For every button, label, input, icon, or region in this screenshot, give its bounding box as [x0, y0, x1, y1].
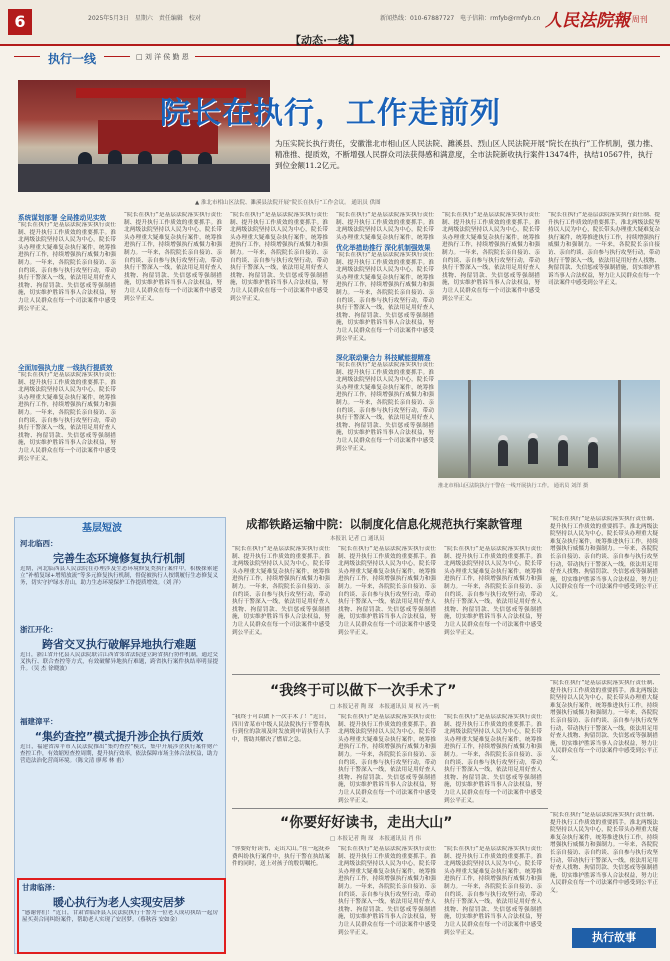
photo-hat [558, 435, 568, 440]
article-headline: “我终于可以做下一次手术了” [270, 683, 457, 699]
execution-story-label: 执行故事 [572, 928, 656, 948]
brief-region: 浙江开化： [20, 625, 58, 634]
header-meta-left: 2025年5月3日 星期六 责任编辑 校对 [88, 15, 201, 22]
brief-region: 河北临西： [20, 539, 58, 548]
body-text: “院长在执行”是基层法院落实执行责任制、提升执行工作质效的重要抓手。淮北两级法院坚持以人民为中心，院长带头办理重大疑难复杂执行案件，统筹推进执行工作，持续增强执行威慑力和强制力。一年来，各院院长亲自接访、亲自约谈、亲自参与执行攻坚行动，带动执行干警深入一线，依法用足用好查人找物、拘留罚款、失信惩戒等强制措施，切实维护胜诉当事人合法权益，努力让人民群众在每一个司法案件中感受到公平正义。 [548, 212, 660, 287]
photo-worker [528, 438, 538, 464]
newspaper-logo-sub: 6 周刊 [624, 15, 648, 24]
body-text: “院长在执行”是基层法院落实执行责任制、提升执行工作质效的重要抓手。淮北两级法院坚持以人民为中心，院长带头办理重大疑难复杂执行案件，统筹推进执行工作，持续增强执行威慑力和强制力。一年来，各院院长亲自接访、亲自约谈、亲自参与执行攻坚行动，带动执行干警深入一线，依法用足用好查人找物、拘留罚款、失信惩戒等强制措施，切实维护胜诉当事人合法权益，努力让人民群众在每一个司法案件中感受到公平正义。 [18, 372, 116, 462]
hero-caption: ▲ 淮北市相山区法院、濉溪县法院开展“院长在执行”工作会议。 通讯员 供图 [195, 200, 381, 206]
photo-hat [528, 433, 538, 438]
brief-text: 近期，河北临西县人民法院在办理涉及生态环境修复类执行案件中，积极探索建立“补植复绿+增殖放流”等多元修复执行机制，督促被执行人按期履行生态修复义务，切实守护绿水青山，助力生态环境保护工作提质增效。（刘 洋） [20, 566, 218, 587]
subheading: 系统谋划部署 全局推动见实效 [18, 214, 107, 222]
body-text: “院长在执行”是基层法院落实执行责任制、提升执行工作质效的重要抓手。淮北两级法院坚持以人民为中心，院长带头办理重大疑难复杂执行案件，统筹推进执行工作，持续增强执行威慑力和强制力。一年来，各院院长亲自接访、亲自约谈、亲自参与执行攻坚行动，带动执行干警深入一线，依法用足用好查人找物、拘留罚款、失信惩戒等强制措施，切实维护胜诉当事人合法权益，努力让人民群众在每一个司法案件中感受到公平正义。 [550, 680, 658, 762]
body-text: “院长在执行”是基层法院落实执行责任制、提升执行工作质效的重要抓手。淮北两级法院坚持以人民为中心，院长带头办理重大疑难复杂执行案件，统筹推进执行工作，持续增强执行威慑力和强制力。一年来，各院院长亲自接访、亲自约谈、亲自参与执行攻坚行动，带动执行干警深入一线，依法用足用好查人找物、拘留罚款、失信惩戒等强制措施，切实维护胜诉当事人合法权益，努力让人民群众在每一个司法案件中感受到公平正义。 [550, 812, 658, 894]
brief-title: 基层短波 [82, 523, 122, 534]
body-text: “院长在执行”是基层法院落实执行责任制、提升执行工作质效的重要抓手。淮北两级法院坚持以人民为中心，院长带头办理重大疑难复杂执行案件，统筹推进执行工作，持续增强执行威慑力和强制力。一年来，各院院长亲自接访、亲自约谈、亲自参与执行攻坚行动，带动执行干警深入一线，依法用足用好查人找物、拘留罚款、失信惩戒等强制措施，切实维护胜诉当事人合法权益，努力让人民群众在每一个司法案件中感受到公平正义。 [550, 516, 658, 598]
brief-headline: 暖心执行为老人实现安居梦 [53, 896, 185, 909]
divider [232, 808, 548, 809]
photo-tower [618, 380, 621, 478]
body-text: “院长在执行”是基层法院落实执行责任制、提升执行工作质效的重要抓手。淮北两级法院坚持以人民为中心，院长带头办理重大疑难复杂执行案件，统筹推进执行工作，持续增强执行威慑力和强制力。一年来，各院院长亲自接访、亲自约谈、亲自参与执行攻坚行动，带动执行干警深入一线，依法用足用好查人找物、拘留罚款、失信惩戒等强制措施，切实维护胜诉当事人合法权益，努力让人民群众在每一个司法案件中感受到公平正义。 [338, 846, 436, 936]
subheading: 深化联动聚合力 科技赋能提精准 [336, 354, 431, 362]
article-headline: 成都铁路运输中院：以制度化信息化规范执行案款管理 [246, 517, 522, 531]
article-headline: “你要好好读书，走出大山” [280, 815, 453, 831]
body-text: “院长在执行”是基层法院落实执行责任制、提升执行工作质效的重要抓手。淮北两级法院坚持以人民为中心，院长带头办理重大疑难复杂执行案件，统筹推进执行工作，持续增强执行威慑力和强制力。一年来，各院院长亲自接访、亲自约谈、亲自参与执行攻坚行动，带动执行干警深入一线，依法用足用好查人找物、拘留罚款、失信惩戒等强制措施，切实维护胜诉当事人合法权益，努力让人民群众在每一个司法案件中感受到公平正义。 [444, 846, 542, 936]
body-text: “院长在执行”是基层法院落实执行责任制、提升执行工作质效的重要抓手。淮北两级法院坚持以人民为中心，院长带头办理重大疑难复杂执行案件，统筹推进执行工作，持续增强执行威慑力和强制力。一年来，各院院长亲自接访、亲自约谈、亲自参与执行攻坚行动，带动执行干警深入一线，依法用足用好查人找物、拘留罚款、失信惩戒等强制措施，切实维护胜诉当事人合法权益，努力让人民群众在每一个司法案件中感受到公平正义。 [230, 212, 328, 302]
body-text: “院长在执行”是基层法院落实执行责任制、提升执行工作质效的重要抓手。淮北两级法院坚持以人民为中心，院长带头办理重大疑难复杂执行案件，统筹推进执行工作，持续增强执行威慑力和强制力。一年来，各院院长亲自接访、亲自约谈、亲自参与执行攻坚行动，带动执行干警深入一线，依法用足用好查人找物、拘留罚款、失信惩戒等强制措施，切实维护胜诉当事人合法权益，努力让人民群众在每一个司法案件中感受到公平正义。 [442, 212, 540, 302]
body-text: “院长在执行”是基层法院落实执行责任制、提升执行工作质效的重要抓手。淮北两级法院坚持以人民为中心，院长带头办理重大疑难复杂执行案件，统筹推进执行工作，持续增强执行威慑力和强制力。一年来，各院院长亲自接访、亲自约谈、亲自参与执行攻坚行动，带动执行干警深入一线，依法用足用好查人找物、拘留罚款、失信惩戒等强制措施，切实维护胜诉当事人合法权益，努力让人民群众在每一个司法案件中感受到公平正义。 [338, 714, 436, 804]
photo-worker [498, 440, 508, 466]
section-title: 执行一线 [40, 50, 104, 67]
subheading: 全面加强执力度 一线执行提质效 [18, 364, 113, 372]
body-text: “院长在执行”是基层法院落实执行责任制、提升执行工作质效的重要抓手。淮北两级法院坚持以人民为中心，院长带头办理重大疑难复杂执行案件，统筹推进执行工作，持续增强执行威慑力和强制力。一年来，各院院长亲自接访、亲自约谈、亲自参与执行攻坚行动，带动执行干警深入一线，依法用足用好查人找物、拘留罚款、失信惩戒等强制措施，切实维护胜诉当事人合法权益，努力让人民群众在每一个司法案件中感受到公平正义。 [124, 212, 222, 302]
article-byline: □ 本报记者 陶 琛 本报通讯员 周 权 冯一帆 [330, 704, 440, 710]
header-meta-mid: 新闻热线：010-67887727 电子信箱：rmfyb@rmfyb.cn [380, 15, 541, 22]
photo-table [18, 164, 270, 192]
workers-photo [438, 380, 660, 478]
section-rule [14, 56, 660, 57]
body-text: “院长在执行”是基层法院落实执行责任制、提升执行工作质效的重要抓手。淮北两级法院坚持以人民为中心，院长带头办理重大疑难复杂执行案件，统筹推 [336, 212, 434, 240]
brief-text: 近日，浙江省开化县人民法院联合江西省邻省法院建立跨省执行协作机制，通过交叉执行、联合查控等方式，有效破解异地执行难题，跨省执行案件执结率明显提升。（吴 杰 徐晓波） [20, 652, 218, 673]
photo-hat [588, 437, 598, 442]
main-headline: 院长在执行，工作走前列 [160, 96, 501, 131]
body-text: “我终于可以做下一次手术了！”近日，四川省某市中级人民法院执行干警将执行到位的款项及时发放到申请执行人手中，帮助其解决了燃眉之急。 [232, 714, 330, 743]
brief-text: “感谢你们！”近日，甘肃省临泽县人民法院执行干警为一位老人成功执结一起房屋买卖合同纠纷案件，帮助老人实现了安居梦。（蔡秋容 安如金） [22, 910, 218, 924]
body-text: “院长在执行”是基层法院落实执行责任制、提升执行工作质效的重要抓手。淮北两级法院坚持以人民为中心，院长带头办理重大疑难复杂执行案件，统筹推进执行工作，持续增强执行威慑力和强制力。一年来，各院院长亲自接访、亲自约谈、亲自参与执行攻坚行动，带动执行干警深入一线，依法用足用好查人找物、拘留罚款、失信惩戒等强制措施，切实维护胜诉当事人合法权益，努力让人民群众在每一个司法案件中感受到公平正义。 [444, 714, 542, 804]
workers-caption: 淮北市相山区法院执行干警在一线开展执行工作。 通讯员 刘洋 摄 [438, 483, 589, 489]
brief-region: 福建漳平： [20, 717, 58, 726]
brief-headline: 跨省交叉执行破解异地执行难题 [42, 638, 196, 651]
body-text: “院长在执行”是基层法院落实执行责任制、提升执行工作质效的重要抓手。淮北两级法院坚持以人民为中心，院长带头办理重大疑难复杂执行案件，统筹推进执行工作，持续增强执行威慑力和强制力。一年来，各院院长亲自接访、亲自约谈、亲自参与执行攻坚行动，带动执行干警深入一线，依法用足用好查人找物、拘留罚款、失信惩戒等强制措施，切实维护胜诉当事人合法权益，努力让人民群众在每一个司法案件中感受到公平正义。 [336, 362, 434, 452]
body-text: “院长在执行”是基层法院落实执行责任制、提升执行工作质效的重要抓手。淮北两级法院坚持以人民为中心，院长带头办理重大疑难复杂执行案件，统筹推进执行工作，持续增强执行威慑力和强制力。一年来，各院院长亲自接访、亲自约谈、亲自参与执行攻坚行动，带动执行干警深入一线，依法用足用好查人找物、拘留罚款、失信惩戒等强制措施，切实维护胜诉当事人合法权益，努力让人民群众在每一个司法案件中感受到公平正义。 [338, 546, 436, 636]
body-text: “院长在执行”是基层法院落实执行责任制、提升执行工作质效的重要抓手。淮北两级法院坚持以人民为中心，院长带头办理重大疑难复杂执行案件，统筹推进执行工作，持续增强执行威慑力和强制力。一年来，各院院长亲自接访、亲自约谈、亲自参与执行攻坚行动，带动执行干警深入一线，依法用足用好查人找物、拘留罚款、失信惩戒等强制措施，切实维护胜诉当事人合法权益，努力让人民群众在每一个司法案件中感受到公平正义。 [18, 222, 116, 312]
photo-worker [558, 440, 568, 466]
body-text: “你要好好读书，走出大山。”在一起抚养费纠纷执行案件中，执行干警在执结案件的同时，送上对孩子的殷切嘱托。 [232, 846, 330, 868]
page-number: 6 [8, 9, 32, 35]
brief-region: 甘肃临泽： [22, 883, 60, 892]
brief-text: 近日，福建省漳平市人民法院推出“集约查控”模式，集中开展涉企执行案件财产查控工作，有效缩短查控周期，提升执行效率，依法保障市场主体合法权益，助力营造法治化营商环境。（陈文清 廖邦 林 甫） [20, 744, 218, 765]
section-author: □ 刘 洋 侯 勤 恩 [130, 52, 195, 62]
brief-headline: “集约查控”模式提升涉企执行质效 [34, 730, 204, 743]
subheading: 优化举措助推行 深化机制强效果 [336, 244, 431, 252]
column-label: 【动态·一线】 [290, 34, 361, 47]
brief-headline: 完善生态环境修复执行机制 [53, 552, 185, 565]
lead-paragraph: 为压实院长执行责任，安徽淮北市相山区人民法院、濉溪县、烈山区人民法院开展“院长在执行”工作机制，强力推、精准推、提质效，不断增强人民群众司法获得感和满意度，全市法院新收执行案件13474件，执结10567件，执行到位金额11.2亿元。 [275, 139, 658, 170]
body-text: “院长在执行”是基层法院落实执行责任制、提升执行工作质效的重要抓手。淮北两级法院坚持以人民为中心，院长带头办理重大疑难复杂执行案件，统筹推进执行工作，持续增强执行威慑力和强制力。一年来，各院院长亲自接访、亲自约谈、亲自参与执行攻坚行动，带动执行干警深入一线，依法用足用好查人找物、拘留罚款、失信惩戒等强制措施，切实维护胜诉当事人合法权益，努力让人民群众在每一个司法案件中感受到公平正义。 [444, 546, 542, 636]
newspaper-logo: 人民法院報 [545, 11, 630, 31]
photo-worker [588, 442, 598, 468]
body-text: “院长在执行”是基层法院落实执行责任制、提升执行工作质效的重要抓手。淮北两级法院坚持以人民为中心，院长带头办理重大疑难复杂执行案件，统筹推进执行工作，持续增强执行威慑力和强制力。一年来，各院院长亲自接访、亲自约谈、亲自参与执行攻坚行动，带动执行干警深入一线，依法用足用好查人找物、拘留罚款、失信惩戒等强制措施，切实维护胜诉当事人合法权益，努力让人民群众在每一个司法案件中感受到公平正义。 [232, 546, 330, 636]
body-text: “院长在执行”是基层法院落实执行责任制、提升执行工作质效的重要抓手。淮北两级法院坚持以人民为中心，院长带头办理重大疑难复杂执行案件，统筹推进执行工作，持续增强执行威慑力和强制力。一年来，各院院长亲自接访、亲自约谈、亲自参与执行攻坚行动，带动执行干警深入一线，依法用足用好查人找物、拘留罚款、失信惩戒等强制措施，切实维护胜诉当事人合法权益，努力让人民群众在每一个司法案件中感受到公平正义。 [336, 252, 434, 342]
photo-hat [498, 435, 508, 440]
photo-tower [468, 380, 471, 478]
article-byline: 本报讯 记者 □ 通讯员 [330, 536, 385, 542]
article-byline: □ 本报记者 陶 琛 本报通讯员 肖 伟 [330, 836, 421, 842]
divider [232, 674, 660, 675]
